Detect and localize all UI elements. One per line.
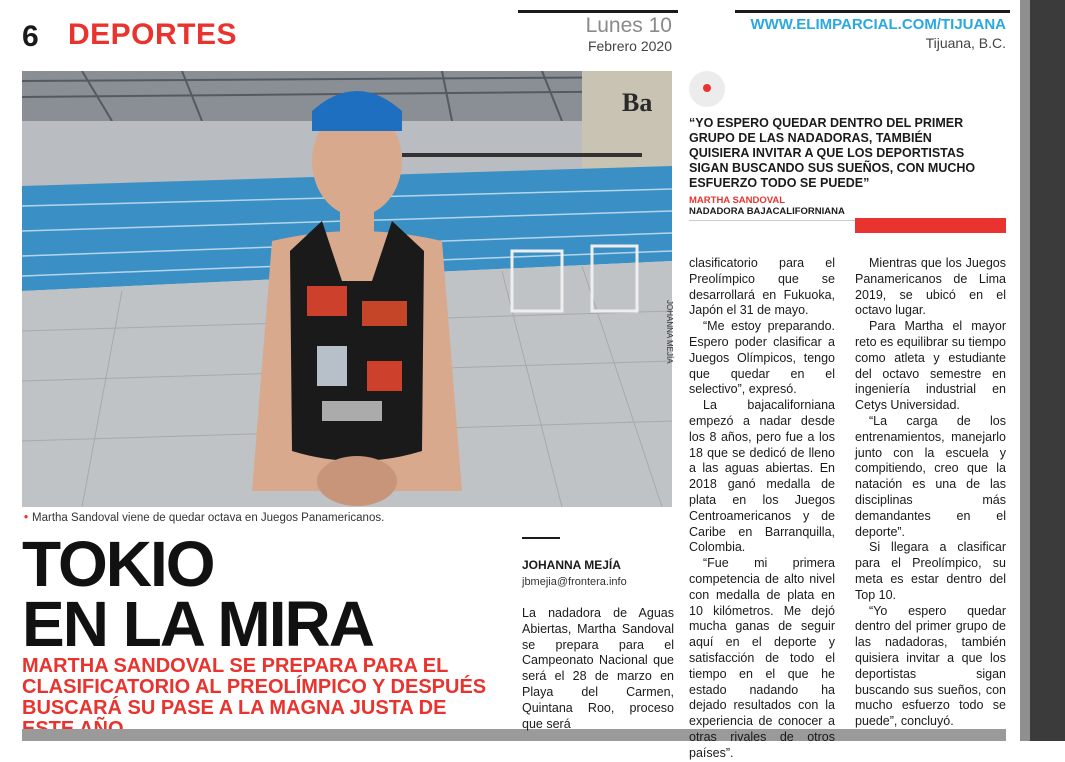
body-column-2 bbox=[689, 256, 835, 762]
byline-rule bbox=[522, 537, 560, 539]
headline bbox=[22, 528, 492, 660]
photo-credit: JOHANNA MEJÍA bbox=[665, 300, 674, 364]
quote-author: MARTHA SANDOVAL bbox=[689, 195, 786, 206]
body-column-3 bbox=[855, 256, 1006, 730]
byline-email[interactable]: jbmejia@frontera.info bbox=[522, 576, 627, 588]
photo-caption bbox=[24, 512, 384, 524]
paragraph: clasificatorio para el Preolímpico que se desarrollará en Fukuoka, Japón el 31 de mayo. bbox=[689, 256, 835, 318]
quote-role: NADADORA BAJACALIFORNIANA bbox=[689, 206, 845, 217]
bottom-bar bbox=[22, 729, 1006, 741]
caption-bullet-icon: • bbox=[24, 512, 29, 524]
svg-text:Ba: Ba bbox=[622, 88, 653, 117]
swimmer-photo bbox=[22, 71, 672, 507]
headline-line-2: EN LA MIRA bbox=[22, 588, 373, 660]
website-link[interactable]: WWW.ELIMPARCIAL.COM/TIJUANA bbox=[750, 16, 1006, 33]
paragraph: “Me estoy preparando. Espero poder clasificar a Juegos Olímpicos, tengo que quedar en el selectivo”, expresó. bbox=[689, 319, 835, 397]
paragraph: “Fue mi primera competencia de alto nivel con medalla de plata en 10 kilómetros. Me dejó mucha ganas de seguir aquí en el deporte y satisfacción de todo el tiempo en el que he estado nadando ha dejado resultados con la experiencia de conocer a otras rivales de otros países”. bbox=[689, 556, 835, 760]
paragraph: Si llegara a clasificar para el Preolímpico, su meta es estar dentro del Top 10. bbox=[855, 540, 1006, 602]
paragraph: “Yo espero quedar dentro del primer grupo de las nadadoras, también quisiera invitar a que los deportistas sigan buscando sus sueños, con mucho esfuerzo todo se puede”, concluyó. bbox=[855, 603, 1006, 729]
paragraph: La nadadora de Aguas Abiertas, Martha Sandoval se prepara para el Campeonato Nacional que será el 28 de marzo en Playa del Carmen, Quintana Roo, proceso que será bbox=[522, 606, 674, 731]
viewer-edge bbox=[1030, 0, 1065, 741]
edition-city: Tijuana, B.C. bbox=[925, 35, 1006, 51]
quote-rule bbox=[689, 220, 855, 221]
paragraph: “La carga de los entrenamientos, manejarlo junto con la escuela y compitiendo, creo que la natación es una de las disciplinas más demandantes en el deporte”. bbox=[855, 413, 1006, 539]
date-rule bbox=[518, 10, 678, 13]
page-edge-shadow bbox=[1020, 0, 1030, 741]
paragraph: Para Martha el mayor reto es equilibrar su tiempo como atleta y estudiante del octavo semestre en ingeniería industrial en Cetys Universidad. bbox=[855, 319, 1006, 413]
issue-day: Lunes 10 bbox=[585, 14, 672, 37]
caption-text: Martha Sandoval viene de quedar octava en Juegos Panamericanos. bbox=[32, 512, 385, 524]
paragraph: Mientras que los Juegos Panamericanos de Lima 2019, se ubicó en el octavo lugar. bbox=[855, 256, 1006, 318]
pull-quote: “YO ESPERO QUEDAR DENTRO DEL PRIMER GRUPO DE LAS NADADORAS, TAMBIÉN QUISIERA INVITAR A QUE LOS DEPORTISTAS SIGAN BUSCANDO SUS SUEÑOS, CON MUCHO ESFUERZO TODO SE PUEDE” bbox=[689, 116, 976, 190]
site-rule bbox=[735, 10, 1010, 13]
section-title: DEPORTES bbox=[68, 18, 238, 51]
quote-accent-bar bbox=[855, 218, 1006, 233]
paragraph: La bajacaliforniana empezó a nadar desde los 8 años, pero fue a los 18 que se dedicó de lleno a las aguas abiertas. En 2018 ganó medalla de plata en los Juegos Centroamericanos y de Caribe en Barranquilla, Colombia. bbox=[689, 398, 835, 555]
subheadline: MARTHA SANDOVAL SE PREPARA PARA EL CLASIFICATORIO AL PREOLÍMPICO Y DESPUÉS BUSCARÁ SU PASE A LA MAGNA JUSTA DE bbox=[22, 655, 487, 719]
byline-author: JOHANNA MEJÍA bbox=[522, 558, 621, 572]
page-number: 6 bbox=[22, 20, 39, 53]
body-column-1 bbox=[522, 606, 674, 732]
quote-icon bbox=[689, 71, 725, 107]
issue-date: Febrero 2020 bbox=[587, 38, 672, 54]
headline-line-1: TOKIO bbox=[22, 528, 214, 600]
